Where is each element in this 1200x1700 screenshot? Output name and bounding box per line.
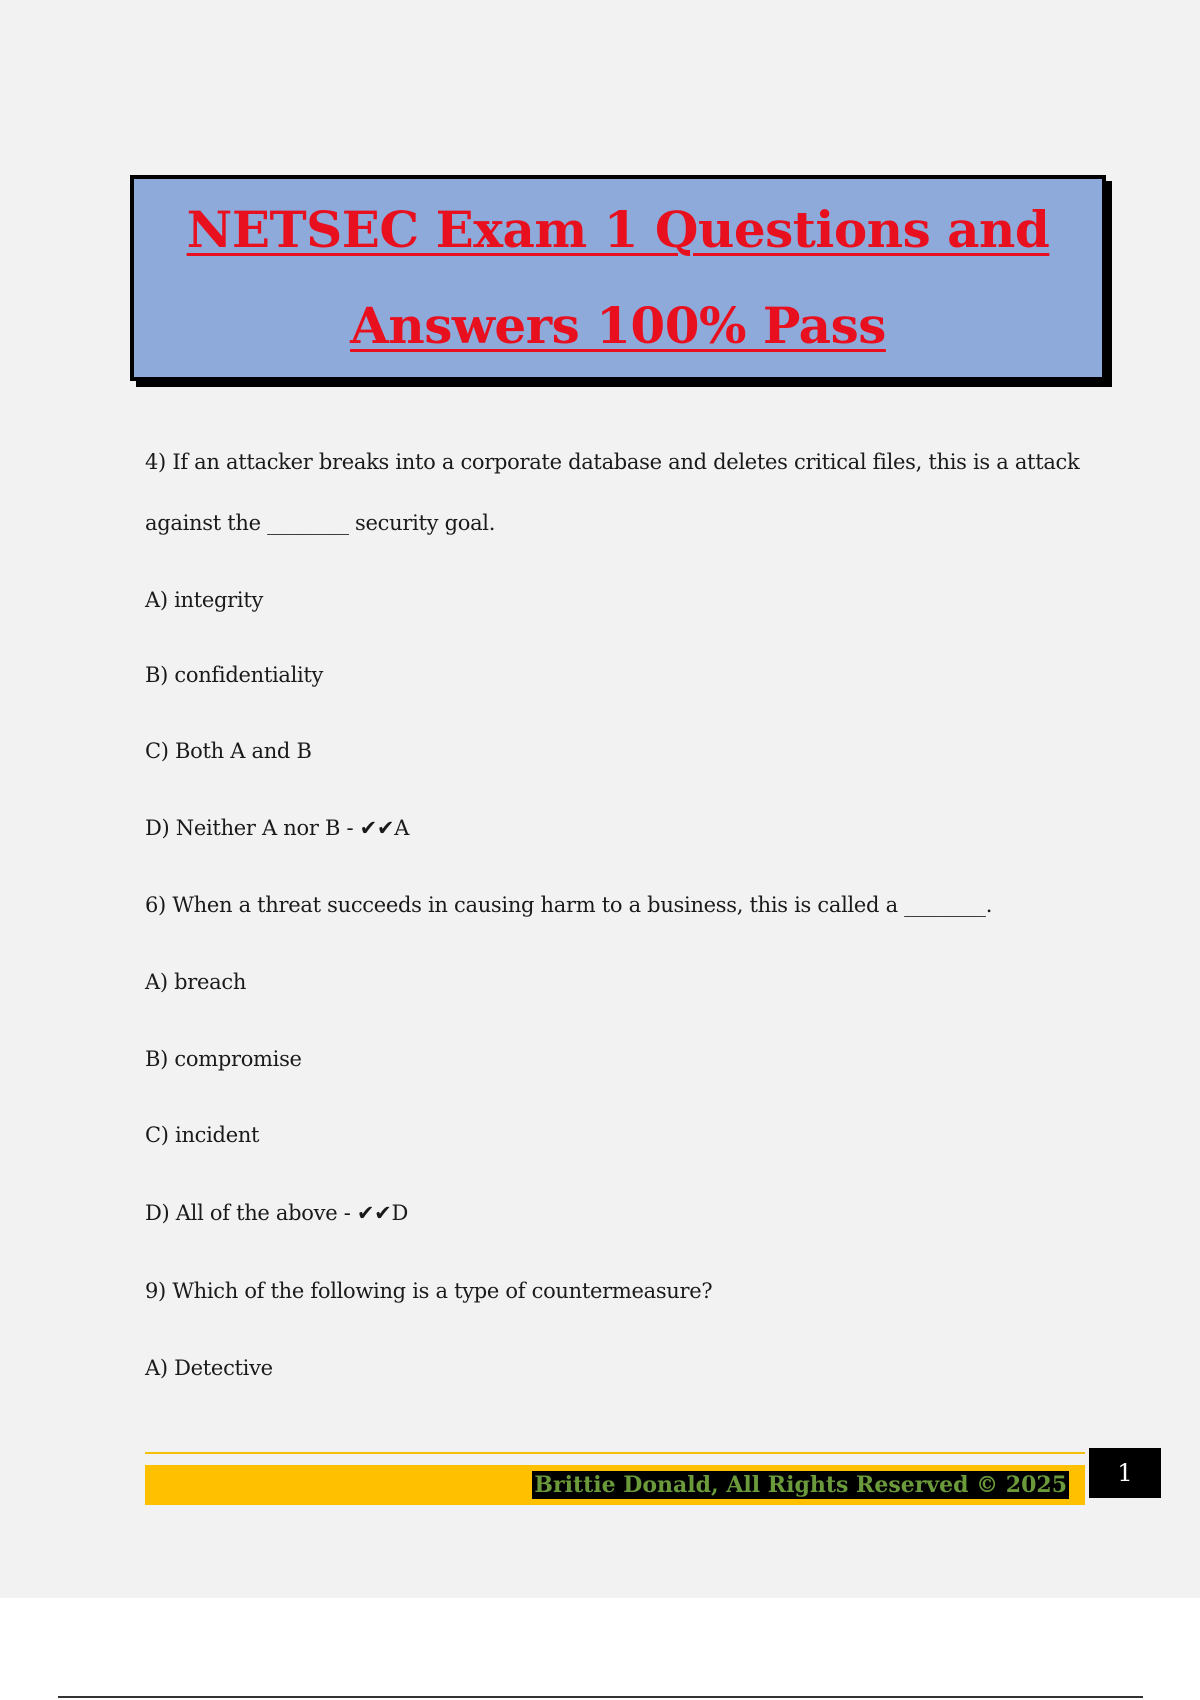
option-4c: C) Both A and B — [145, 739, 312, 763]
page-number: 1 — [1089, 1448, 1161, 1498]
title-banner — [130, 175, 1106, 381]
option-9a: A) Detective — [145, 1356, 273, 1380]
title-line-2: Answers 100% Pass — [350, 296, 886, 355]
question-6: 6) When a threat succeeds in causing harm to a business, this is called a ________. — [145, 893, 993, 917]
footer-rule — [145, 1452, 1085, 1454]
option-6a: A) breach — [145, 970, 247, 994]
option-4a: A) integrity — [145, 588, 264, 612]
option-6d-answer: D) All of the above - ✔✔D — [145, 1201, 409, 1225]
title-line-1: NETSEC Exam 1 Questions and — [186, 200, 1050, 259]
option-4d-answer: D) Neither A nor B - ✔✔A — [145, 816, 410, 840]
question-4-line-1: 4) If an attacker breaks into a corporate database and deletes critical files, this is a attack — [145, 450, 1080, 474]
option-4b: B) confidentiality — [145, 663, 324, 687]
question-9: 9) Which of the following is a type of countermeasure? — [145, 1279, 713, 1303]
option-6c: C) incident — [145, 1123, 260, 1147]
option-6b: B) compromise — [145, 1047, 302, 1071]
page-separator — [58, 1696, 1143, 1698]
question-4-line-2: against the ________ security goal. — [145, 511, 496, 535]
copyright-text: Brittie Donald, All Rights Reserved © 2025 — [534, 1472, 1067, 1498]
footer-bar — [145, 1465, 1085, 1505]
